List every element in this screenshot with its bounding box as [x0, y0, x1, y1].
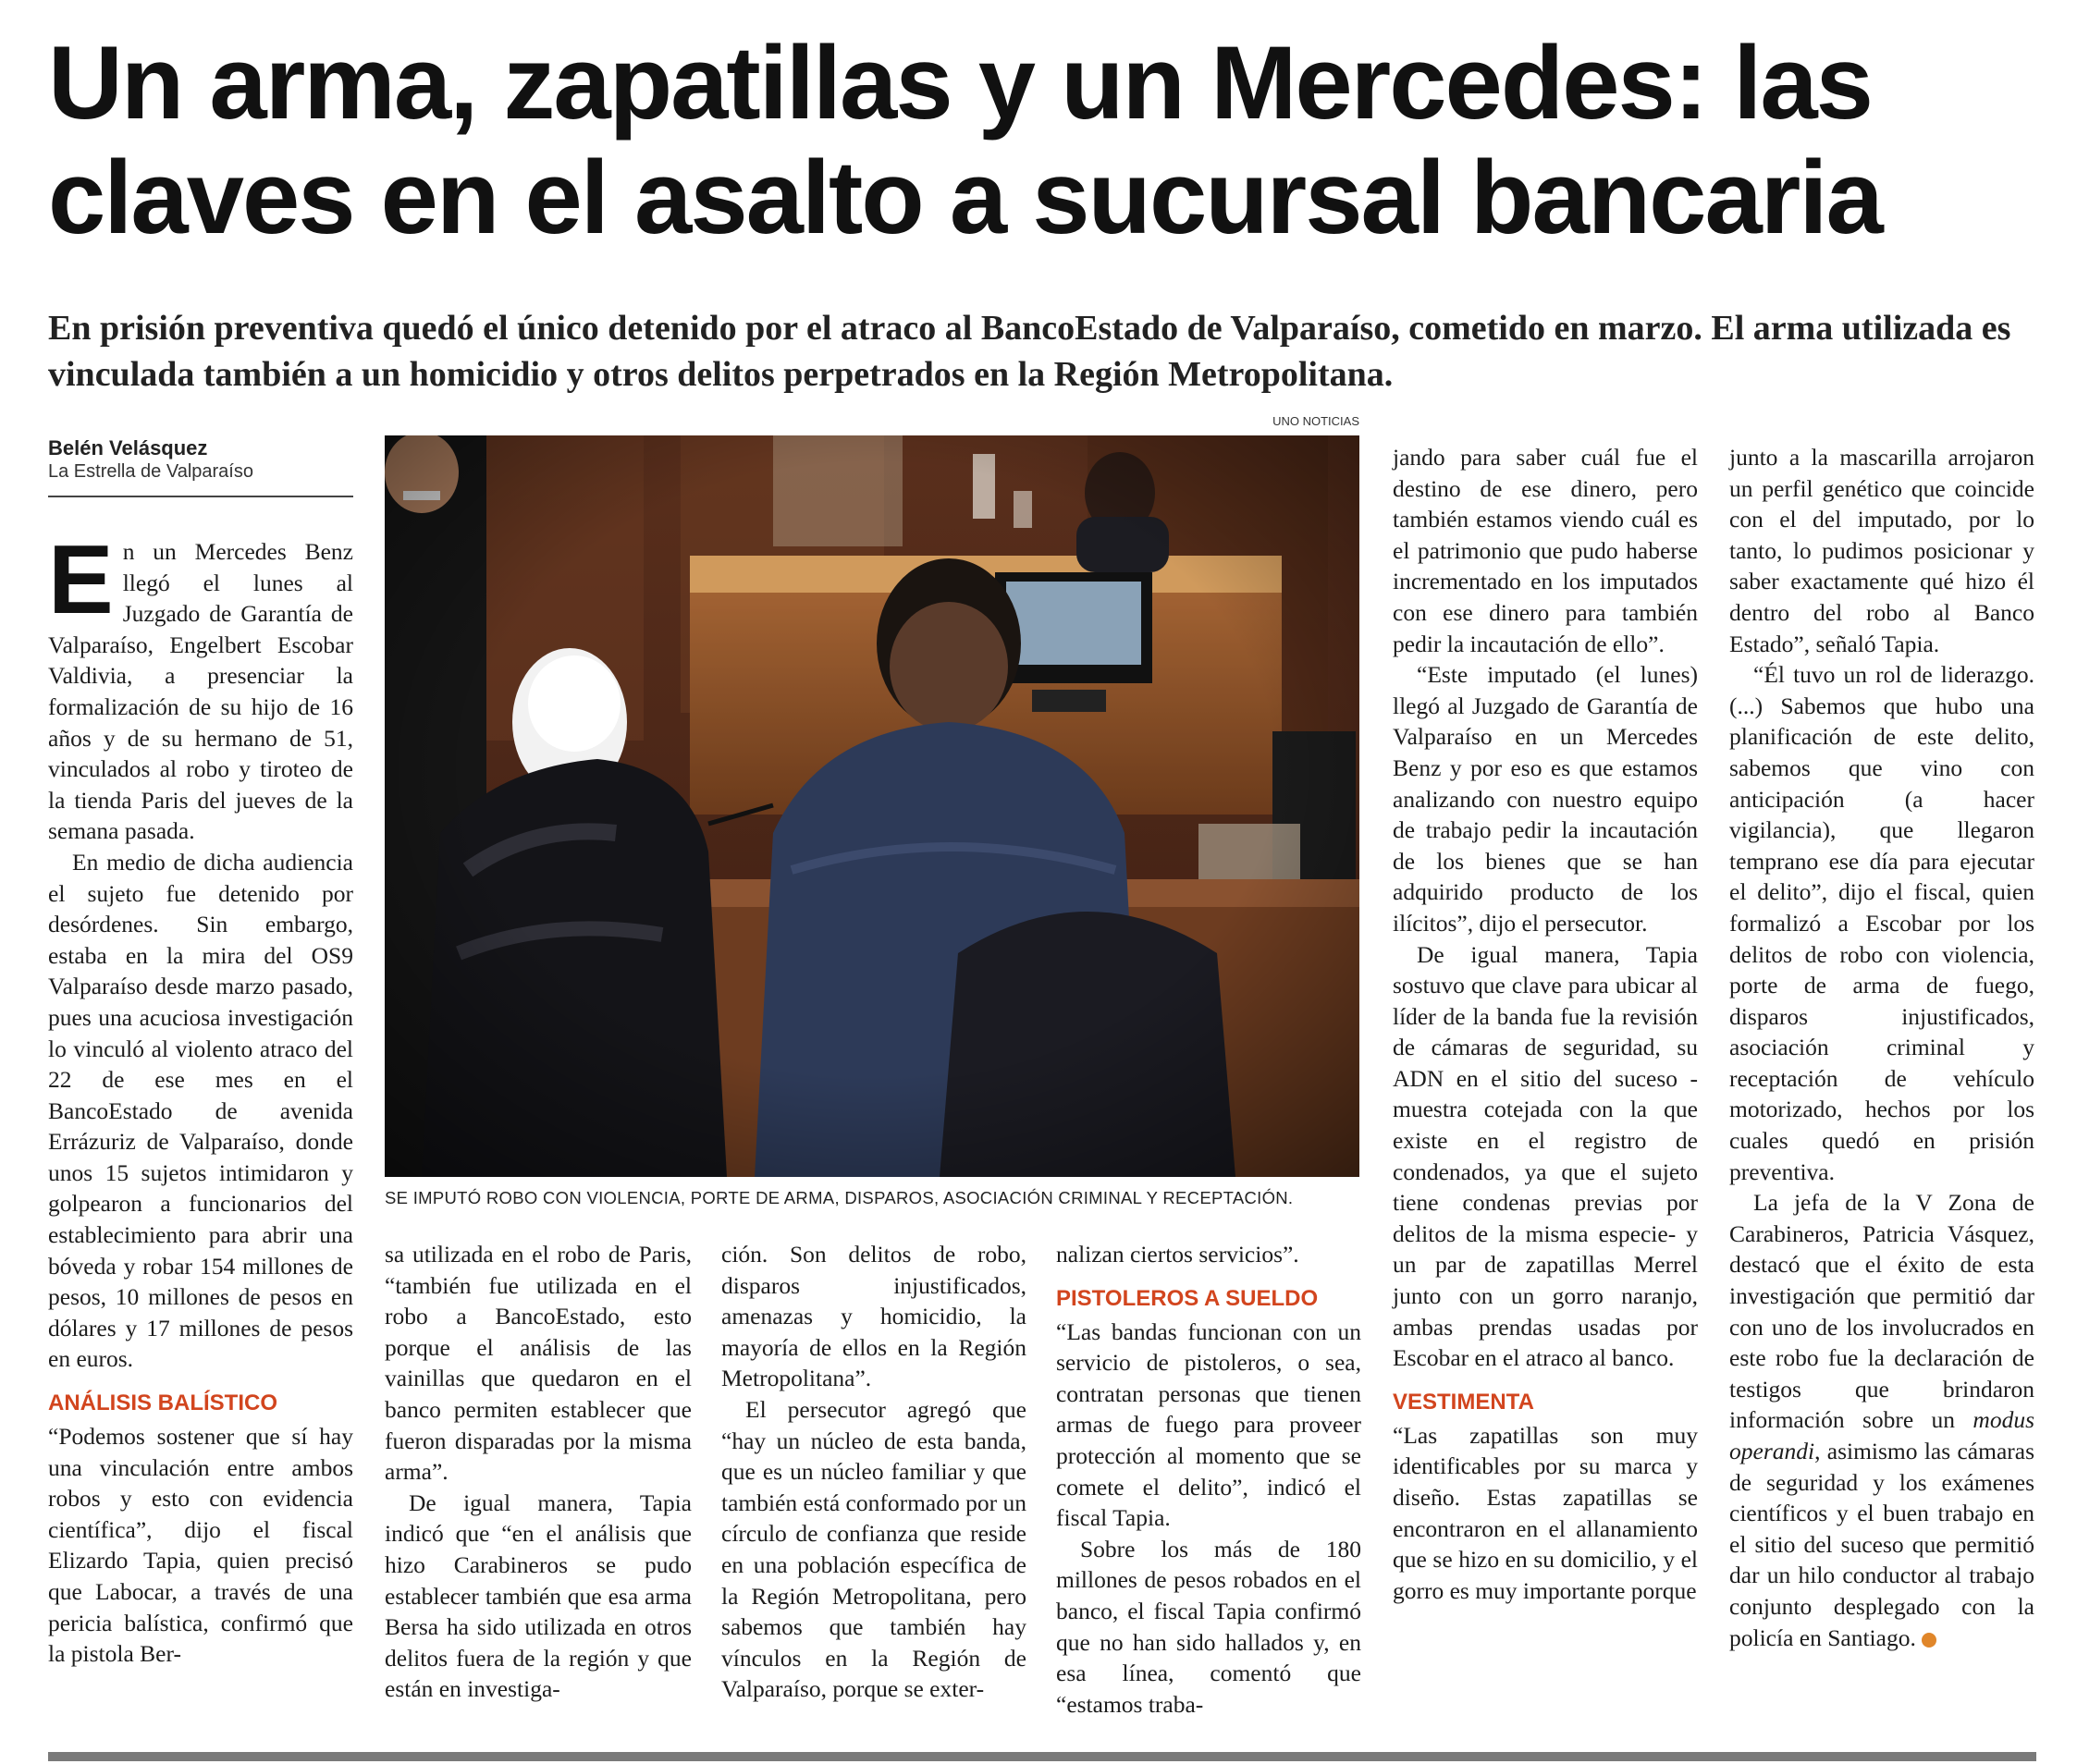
section-heading-balistico: ANÁLISIS BALÍSTICO	[48, 1390, 278, 1416]
courtroom-photo	[385, 435, 1359, 1177]
paragraph: nalizan ciertos servicios”.	[1056, 1241, 1299, 1268]
column-2	[385, 1239, 692, 1705]
photo-caption: SE IMPUTÓ ROBO CON VIOLENCIA, PORTE DE ARMA, DISPAROS, ASOCIACIÓN CRIMINAL Y RECEPTACIÓN.	[385, 1188, 1294, 1207]
bottom-divider	[48, 1752, 2036, 1761]
paragraph: De igual manera, Tapia sostuvo que clave para ubicar al líder de la banda fue la revisión de cámaras de seguridad, su ADN en el sitio del suceso -muestra cotejada con la que existe en el registro de condenados, ya que el sujeto tiene condenas previas por delitos de la misma especie- y un par de zapatillas Merrel junto con un gorro naranjo, ambas prendas usadas por Escobar en el atraco al banco.	[1393, 940, 1698, 1372]
paragraph	[1729, 1187, 2034, 1653]
column-6	[1729, 442, 2034, 1653]
outlet-name: La Estrella de Valparaíso	[48, 461, 253, 482]
section-heading-vestimenta: VESTIMENTA	[1393, 1389, 1534, 1415]
column-5	[1393, 442, 1698, 1606]
paragraph: ción. Son delitos de robo, disparos injustificados, amenazas y homicidio, la mayoría de ellos en la Región Metropolitana”.	[721, 1241, 1026, 1392]
paragraph: Sobre los más de 180 millones de pesos robados en el banco, el fiscal Tapia confirmó que no han sido hallados y, en esa línea, comentó que “estamos traba-	[1056, 1535, 1361, 1718]
headline: Un arma, zapatillas y un Mercedes: las claves en el asalto a sucursal bancaria	[48, 25, 1882, 255]
paragraph: sa utilizada en el robo de Paris, “también fue utilizada en el robo a BancoEstado, esto porque el análisis de las vainillas que quedaron en el banco permiten establecer que fueron disparadas por la misma arma”.	[385, 1241, 692, 1486]
courtroom-photo-image	[385, 435, 1359, 1177]
drop-cap: E	[48, 525, 114, 634]
italic-phrase: modus operandi	[1729, 1406, 2034, 1464]
paragraph: “Este imputado (el lunes) llegó al Juzgado de Garantía de Valparaíso en un Mercedes Benz y por eso es que estamos analizando con nuestro equipo de trabajo pedir la incautación de los bienes que se han adquirido producto de los ilícitos”, dijo el persecutor.	[1393, 661, 1698, 937]
paragraph: De igual manera, Tapia indicó que “en el análisis que hizo Carabineros se pudo establecer también que esa arma Bersa ha sido utilizada en otros delitos fuera de la región y que están en investiga-	[385, 1488, 692, 1703]
paragraph-text: La jefa de la V Zona de Carabineros, Patricia Vásquez, destacó que el éxito de esta investigación que permitió dar con uno de los involucrados en este robo fue la declaración de testigos que brindaron información sobre un	[1729, 1189, 2034, 1434]
column-3	[721, 1239, 1026, 1705]
section-heading-pistoleros: PISTOLEROS A SUELDO	[1056, 1285, 1319, 1311]
paragraph: “Las zapatillas son muy identificables por su marca y diseño. Estas zapatillas se encontraron en el allanamiento que se hizo en su domicilio, y el gorro es muy importante porque	[1393, 1421, 1698, 1604]
author-name: Belén Velásquez	[48, 436, 208, 459]
column-4	[1056, 1239, 1361, 1720]
paragraph: El persecutor agregó que “hay un núcleo de esta banda, que es un núcleo familiar y que también está conformado por un círculo de confianza que reside en una población específica de la Región Metropolitana, pero sabemos que también hay vínculos en la Región de Valparaíso, porque se exter-	[721, 1395, 1026, 1703]
byline-divider	[48, 496, 353, 497]
byline	[48, 436, 353, 483]
paragraph	[48, 525, 353, 847]
paragraph: En medio de dicha audiencia el sujeto fue detenido por desórdenes. Sin embargo, estaba en la mira del OS9 Valparaíso desde marzo pasado, pues una acuciosa investigación lo vinculó al violento atraco del 22 de ese mes en el BancoEstado de avenida Errázuriz de Valparaíso, donde unos 15 sujetos intimidaron y golpearon a funcionarios del establecimiento para abrir una bóveda y robar 154 millones de pesos, 10 millones de pesos en dólares y 17 millones de pesos en euros.	[48, 848, 353, 1373]
paragraph: “Él tuvo un rol de liderazgo. (...) Sabemos que hubo una planificación de este delito, sabemos que vino con anticipación (a hacer vigilancia), que llegaron temprano ese día para ejecutar el delito”, dijo el fiscal, quien formalizó a Escobar por los delitos de robo con violencia, porte de arma de fuego, disparos injustificados, asociación criminal y receptación de vehículo motorizado, hechos por los cuales quedó en prisión preventiva.	[1729, 661, 2034, 1185]
end-mark-icon: ✪	[1922, 1633, 1936, 1648]
photo-credit: UNO NOTICIAS	[1272, 414, 1359, 428]
column-1	[48, 525, 353, 1670]
subhead: En prisión preventiva quedó el único detenido por el atraco al BancoEstado de Valparaíso, cometido en marzo. El arma utilizada es vinculada también a un homicidio y otros delitos perpetrados en la Región Metropolitana.	[48, 309, 2011, 394]
paragraph: junto a la mascarilla arrojaron un perfil genético que coincide con el del imputado, por lo tanto, lo pudimos posicionar y saber exactamente qué hizo él dentro del robo al Banco Estado”, señaló Tapia.	[1729, 444, 2034, 657]
paragraph: “Podemos sostener que sí hay una vinculación entre ambos robos y esto con evidencia científica”, dijo el fiscal Elizardo Tapia, quien precisó que Labocar, a través de una pericia balística, confirmó que la pistola Ber-	[48, 1423, 353, 1668]
paragraph: jando para saber cuál fue el destino de ese dinero, pero también estamos viendo cuál es el patrimonio que pudo haberse incrementado en los imputados con ese dinero para también pedir la incautación de ello”.	[1393, 444, 1698, 657]
paragraph-text: n un Mercedes Benz llegó el lunes al Juzgado de Garantía de Valparaíso, Engelbert Escobar Valdivia, a presenciar la formalización de su hijo de 16 años y de su hermano de 51, vinculados al robo y tiroteo de la tienda Paris del jueves de la semana pasada.	[48, 538, 353, 845]
paragraph-text: , asimismo las cámaras de seguridad y los exámenes científicos y el buen trabajo en el sitio del suceso que permitió dar un hilo conductor al trabajo conjunto desplegado con la policía en Santiago.	[1729, 1438, 2034, 1651]
paragraph: “Las bandas funcionan con un servicio de pistoleros, o sea, contratan personas que tienen armas de fuego para proveer protección al momento que se comete el delito”, indicó el fiscal Tapia.	[1056, 1317, 1361, 1532]
